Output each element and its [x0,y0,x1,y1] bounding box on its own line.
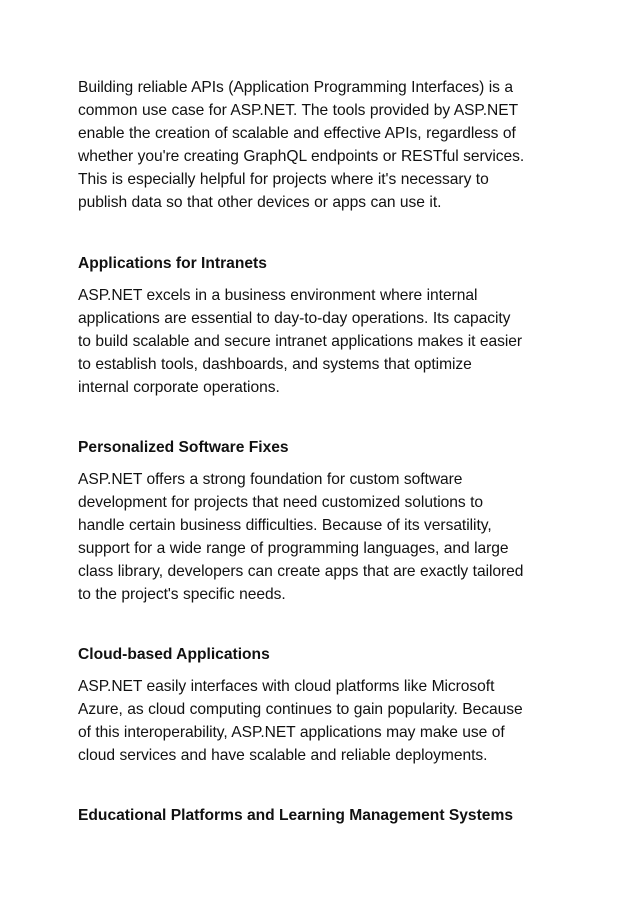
text-line: Building reliable APIs (Application Programming Interfaces) is a [78,79,514,96]
text-line: Azure, as cloud computing continues to gain popularity. Because [78,701,523,718]
text-line: ASP.NET excels in a business environment where internal [78,287,478,304]
text-line: support for a wide range of programming languages, and large [78,540,509,557]
text-line: ASP.NET easily interfaces with cloud platforms like Microsoft [78,678,495,695]
text-line: internal corporate operations. [78,379,280,396]
text-line: class library, developers can create apps that are exactly tailored [78,563,524,580]
section-educational-platforms [78,804,578,827]
text-line: to build scalable and secure intranet applications makes it easier [78,333,523,350]
text-line: to the project's specific needs. [78,586,286,603]
section-heading: Educational Platforms and Learning Management Systems [78,807,513,824]
text-line: This is especially helpful for projects where it's necessary to [78,171,489,188]
section-heading: Applications for Intranets [78,255,267,272]
text-line: publish data so that other devices or apps can use it. [78,194,442,211]
text-line: enable the creation of scalable and effective APIs, regardless of [78,125,516,142]
intro-section [78,76,578,214]
text-line: handle certain business difficulties. Because of its versatility, [78,517,492,534]
section-intranets [78,252,578,399]
text-line: of this interoperability, ASP.NET applications may make use of [78,724,505,741]
section-paragraph [78,284,578,399]
section-cloud-applications [78,643,578,767]
section-paragraph [78,675,578,767]
intro-paragraph [78,76,578,214]
section-paragraph [78,468,578,606]
text-line: cloud services and have scalable and reliable deployments. [78,747,488,764]
section-heading: Cloud-based Applications [78,646,270,663]
text-line: common use case for ASP.NET. The tools provided by ASP.NET [78,102,519,119]
text-line: whether you're creating GraphQL endpoints or RESTful services. [78,148,525,165]
section-personalized-software [78,436,578,606]
text-line: applications are essential to day-to-day operations. Its capacity [78,310,511,327]
text-line: to establish tools, dashboards, and systems that optimize [78,356,472,373]
text-line: ASP.NET offers a strong foundation for custom software [78,471,463,488]
section-heading: Personalized Software Fixes [78,439,289,456]
text-line: development for projects that need customized solutions to [78,494,484,511]
